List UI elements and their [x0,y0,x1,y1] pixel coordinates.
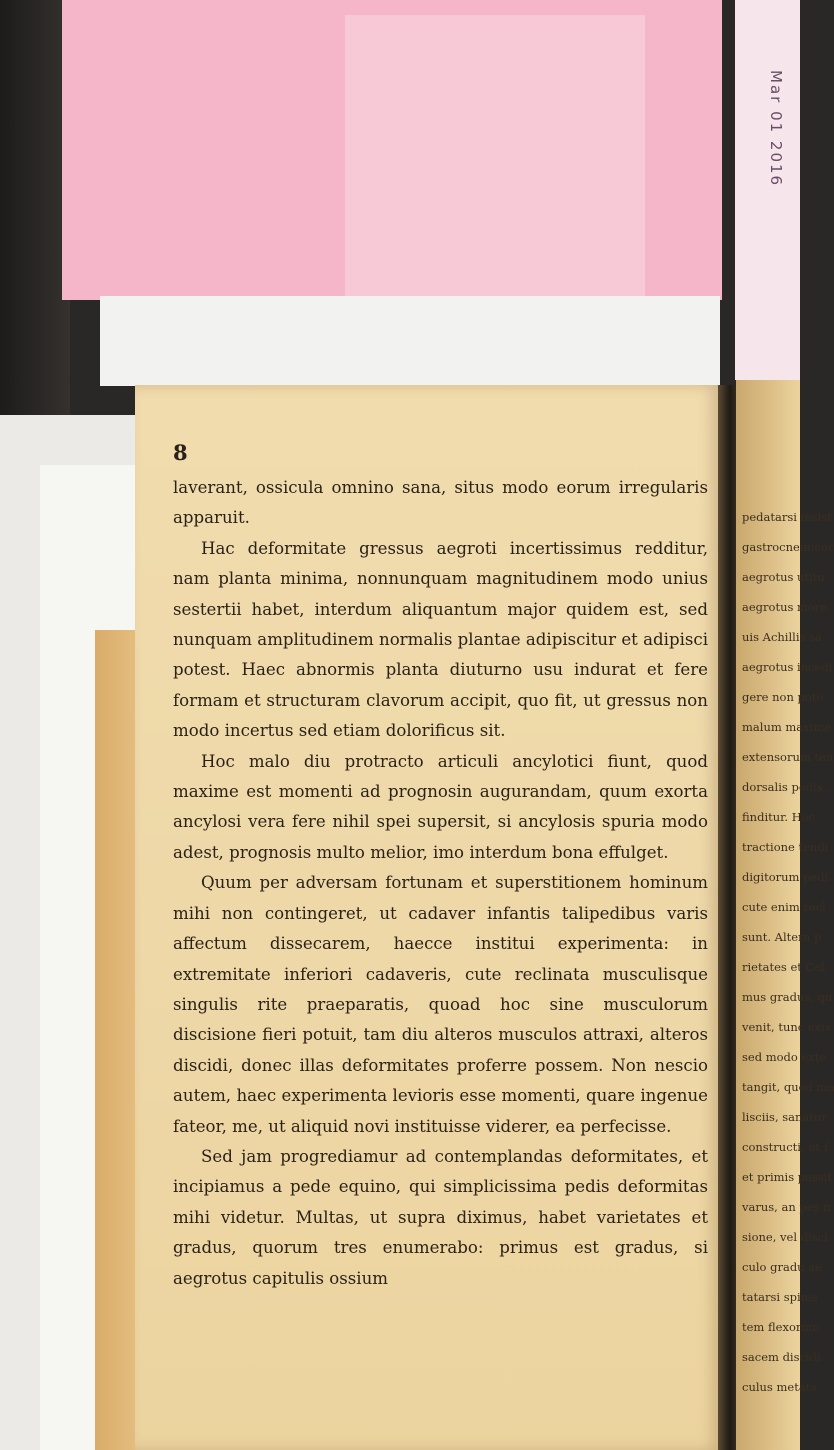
facing-page-fragment: culo gradu ae [742,1260,822,1274]
facing-page-fragment: uis Achillis sa [742,630,822,644]
facing-page-fragment: mus gradus, qu [742,990,833,1004]
page-number: 8 [173,440,188,465]
margin-strip [735,0,800,380]
facing-page-fragment: aegrotus utitu [742,570,825,584]
facing-page-fragment: gastrocnemicor [742,540,834,554]
paragraph: Quum per adversam fortunam et superstitionem hominum mihi non contingeret, ut cadaver infantis talipedibus varis affectum dissecarem, haecce institui experimenta: in extremitate inferiori cadaveris, cute reclinata musculisque singulis rite praeparatis, quoad hoc sine musculorum discisione fieri potuit, tam diu alteros musculos attraxi, alteros discidi, donec illas deformitates proferre possem. Non nescio autem, haec experimenta levioris esse momenti, quare ingenue fateor, me, ut aliquid novi instituisse viderer, ea perfecisse. [173,873,708,1136]
facing-page-fragment: tatarsi spinis [742,1290,818,1304]
margin-note: Mar 01 2016 [767,70,785,188]
paragraph: Sed jam progrediamur ad contemplandas deformitates, et incipiamus a pede equino, qui simplicissima pedis deformitas mihi videtur. Multas, ut supra diximus, habet varietates et gradus, quorum tres enumerabo: primus est gradus, si aegrotus capitulis ossium [173,1146,708,1288]
facing-page-fragment: extensorum ten [742,750,834,764]
paragraph: Hac deformitate gressus aegroti incertissimus redditur, nam planta minima, nonnunquam magnitudinem modo unius sestertii habet, interdum aliquantum major quidem est, sed nunquam amplitudinem normalis plantae adipiscitur et adipisci potest. Haec abnormis planta diuturno usu indurat et fere formam et structuram clavorum accipit, quo fit, ut gressus non modo incertus sed etiam dolorificus sit. [173,538,708,741]
facing-page-fragment: et primis passit [742,1170,833,1184]
facing-page-fragment: tem flexorum [742,1320,820,1334]
facing-page-fragment: lisciis, sanatur [742,1110,827,1124]
facing-page-fragment: aegrotus more [742,600,828,614]
facing-page-fragment: malum maxime [742,720,832,734]
facing-page-fragment: sunt. Altera p [742,930,822,944]
book-gutter [718,385,738,1450]
facing-page-fragment: digitorum pedi [742,870,829,884]
page-text [173,473,708,1294]
facing-page-fragment: finditur. Hoc [742,810,816,824]
pink-sheet-inner [345,15,645,300]
facing-page-fragment: sione, vel disci [742,1230,828,1244]
facing-page-fragment: gere non pote [742,690,824,704]
facing-page-fragment: constructi, ut f [742,1140,829,1154]
facing-page-fragment: tangit, quod ma [742,1080,834,1094]
facing-page-fragment: rietates et Cel. [742,960,829,974]
facing-page-fragment: varus, an pes n [742,1200,831,1214]
facing-page-fragment: culus metata [742,1380,818,1394]
paragraph: Hoc malo diu protracto articuli ancylotici fiunt, quod maxime est momenti ad prognosin augurandam, quum exorta ancylosi vera fere nihil spei supersit, si ancylosis spuria modo adest, prognosis multo melior, imo interdum bona effulget. [173,751,708,862]
facing-page-fragment: aegrotus incedi [742,660,833,674]
facing-page-fragment: cute enim recl [742,900,826,914]
facing-page-fragment: dorsalis pedis, [742,780,827,794]
facing-page-fragment: venit, tunc exis [742,1020,831,1034]
facing-page-fragment: sed modo exte [742,1050,827,1064]
book-page [135,385,720,1450]
facing-page-fragment: sacem discidi [742,1350,821,1364]
white-sheet [100,296,720,386]
facing-page [736,380,834,1450]
paragraph: laverant, ossicula omnino sana, situs modo eorum irregularis apparuit. [173,478,708,528]
facing-page-fragment: pedatarsi insist [742,510,832,524]
facing-page-fragment: tractione tendi [742,840,829,854]
